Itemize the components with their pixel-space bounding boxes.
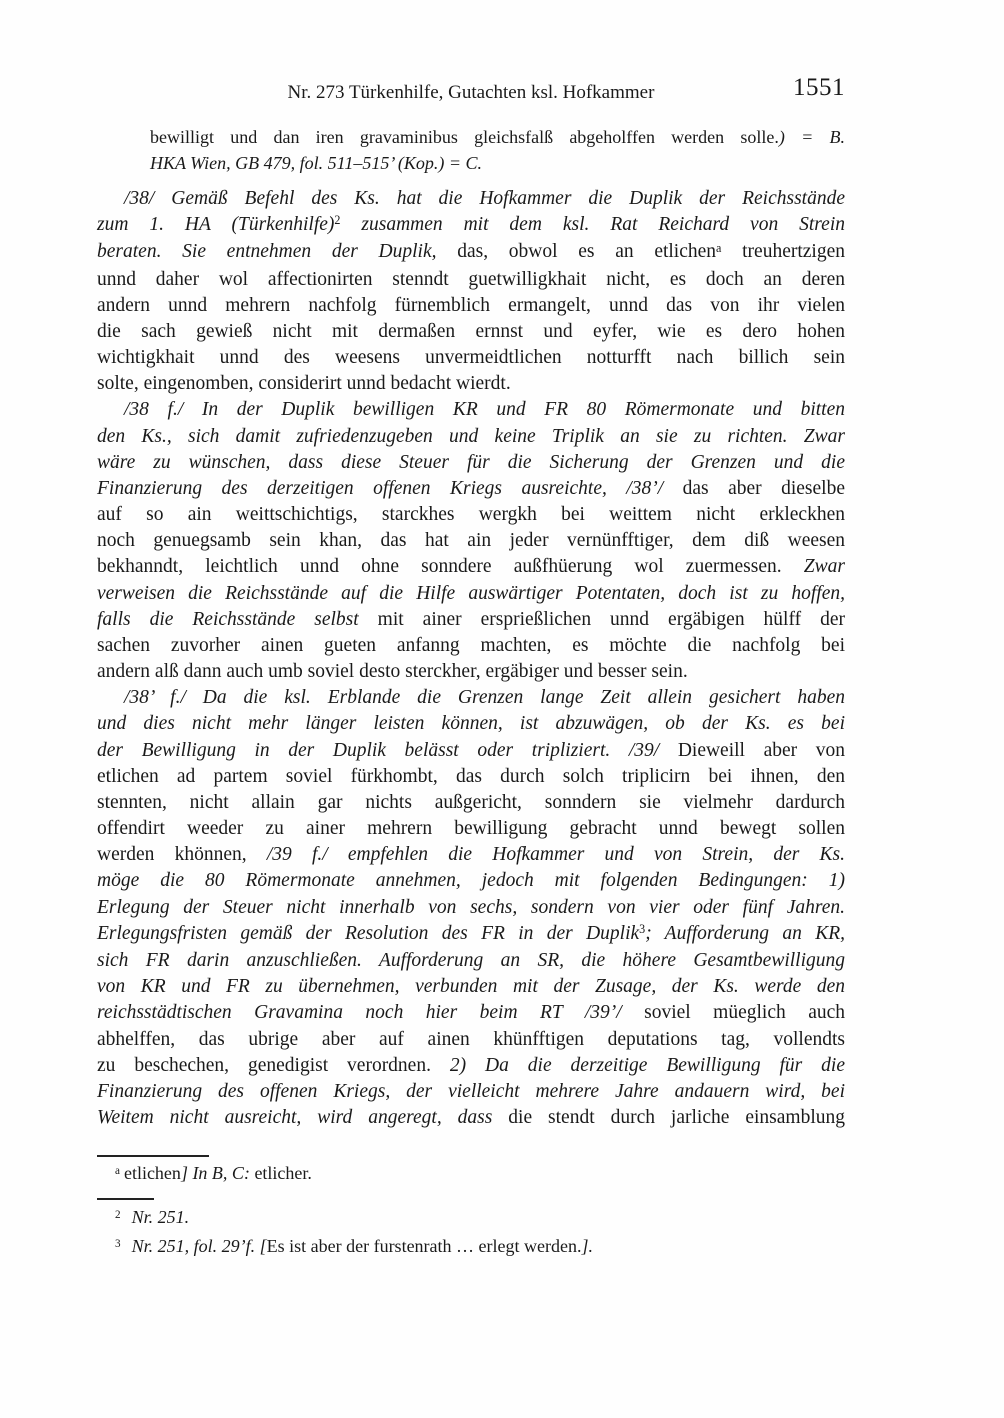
- running-head-title: Nr. 273 Türkenhilfe, Gutachten ksl. Hofkammer: [287, 82, 655, 103]
- text-segment: den Ks., sich damit zufriedenzugeben und keine Triplik an sie zu richten. Zwar: [97, 425, 845, 447]
- text-line: [97, 212, 845, 239]
- body-text: [97, 186, 845, 1131]
- text-line: [97, 450, 845, 476]
- text-segment: zu beschechen, genedigist verordnen.: [97, 1054, 450, 1076]
- text-segment: Erlegungsfristen gemäß der Resolution des FR in der Duplik: [97, 922, 640, 944]
- text-line: [97, 345, 845, 371]
- text-segment: wäre zu wünschen, dass diese Steuer für die Sicherung der Grenzen und die: [97, 451, 845, 473]
- superscript-ref: a: [115, 1164, 120, 1177]
- text-segment: reichsstädtischen Gravamina noch hier beim RT /39’/: [97, 1002, 645, 1024]
- text-segment: bewilligt und dan iren gravaminibus gleichsfalß abgeholffen werden solle.: [150, 127, 779, 147]
- text-segment: unnd daher wol affectionirten stenndt guetwilligkhait nicht, es doch an deren: [97, 268, 845, 290]
- text-segment: soviel müeglich auch: [644, 1002, 846, 1024]
- text-segment: 2) Da die derzeitige Bewilligung für die: [449, 1054, 846, 1076]
- text-segment: der Bewilligung in der Duplik belässt oder tripliziert. /39/: [97, 739, 678, 761]
- text-line: [97, 607, 845, 633]
- text-segment: treuhertzigen: [721, 241, 845, 263]
- text-segment: ].: [581, 1236, 594, 1257]
- text-segment: ; Aufforderung an KR,: [645, 922, 846, 944]
- text-segment: Zwar: [803, 556, 845, 578]
- text-line: [97, 239, 845, 266]
- running-head: [97, 74, 845, 106]
- text-line: [97, 581, 845, 607]
- text-line: [97, 267, 845, 293]
- text-segment: /38/ Gemäß Befehl des Ks. hat die Hofkammer die Duplik der Reichsstände: [124, 188, 845, 209]
- text-segment: Finanzierung des offenen Kriegs, der vielleicht mehrere Jahre andauern wird, bei: [97, 1080, 845, 1102]
- text-segment: das aber dieselbe: [682, 477, 845, 499]
- text-segment: beraten. Sie entnehmen der Duplik,: [97, 241, 458, 263]
- text-segment: zusammen mit dem ksl. Rat Reichard von Strein: [340, 214, 845, 236]
- text-segment: ) = B.: [778, 127, 845, 147]
- text-line: [97, 1079, 845, 1105]
- text-segment: /39 f./ empfehlen die Hofkammer und von Strein, der Ks.: [266, 844, 845, 866]
- text-segment: Dieweill aber von: [677, 739, 845, 761]
- text-line: [97, 790, 845, 816]
- text-segment: möge die 80 Römermonate annehmen, jedoch mit folgenden Bedingungen: 1): [97, 870, 845, 892]
- text-segment: falls die Reichsstände selbst: [97, 608, 378, 630]
- text-segment: wichtigkhait unnd des weesens unvermeidtlichen notturfft nach billich sein: [97, 347, 845, 369]
- text-line: [97, 895, 845, 921]
- text-line: [150, 150, 845, 176]
- paragraph-1: [97, 186, 845, 397]
- superscript-ref: a: [716, 240, 722, 255]
- text-line: [97, 633, 845, 659]
- page-number: 1551: [793, 74, 845, 101]
- text-segment: offendirt weeder zu ainer mehrern bewilligung gebracht unnd bewegt sollen: [97, 818, 845, 840]
- text-line: [97, 738, 845, 764]
- text-segment: Erlegung der Steuer nicht innerhalb von sechs, sondern von vier oder fünf Jahren.: [97, 896, 845, 918]
- text-line: [97, 319, 845, 345]
- text-segment: /38 f./ In der Duplik bewilligen KR und FR 80 Römermonate und bitten: [124, 399, 845, 421]
- text-segment: sachen zuvorher ainen gueten anfanng machten, es möchte die nachfolg bei: [97, 634, 845, 656]
- text-segment: sich FR darin anzuschließen. Aufforderung an SR, die höhere Gesamtbewilligung: [97, 949, 845, 971]
- text-line: [97, 1053, 845, 1079]
- superscript-ref: 2: [115, 1208, 121, 1221]
- text-line: [97, 974, 845, 1000]
- text-line: [97, 948, 845, 974]
- text-segment: und dies nicht mehr länger leisten können, ist abzuwägen, ob der Ks. es bei: [97, 713, 845, 735]
- text-line: [97, 528, 845, 554]
- notes-separator-rule: [97, 1198, 154, 1200]
- text-line: [115, 1233, 845, 1262]
- text-line: [150, 124, 845, 150]
- text-segment: stennten, nicht allain gar nichts außgericht, sonndern sie vielmehr dardurch: [97, 791, 845, 813]
- text-segment: von KR und FR zu übernehmen, verbunden mit der Zusage, der Ks. werde den: [97, 976, 845, 998]
- text-segment: solte, eingenomben, considerirt unnd bedacht wierdt.: [97, 373, 511, 395]
- text-segment: etlichen: [123, 1163, 181, 1183]
- text-line: [97, 371, 845, 397]
- text-line: [115, 1204, 845, 1233]
- text-segment: die stendt durch jarliche einsamblung: [508, 1107, 845, 1129]
- text-line: [97, 816, 845, 842]
- text-line: [97, 921, 845, 948]
- superscript-ref: 3: [115, 1238, 121, 1251]
- text-segment: auf so ain weittschichtigs, starckhes wergkh bei weittem nicht erkleckhen: [97, 504, 845, 526]
- paragraph-3: [97, 685, 845, 1131]
- text-segment: Es ist aber der furstenrath … erlegt werden.: [266, 1236, 582, 1257]
- text-line: [97, 1000, 845, 1026]
- text-line: [97, 397, 845, 423]
- text-segment: noch genuegsamb sein khan, das hat ain jeder vernünfftiger, dem diß weesen: [97, 530, 845, 552]
- text-line: [97, 186, 845, 212]
- text-line: [97, 868, 845, 894]
- text-line: [97, 711, 845, 737]
- text-line: [97, 842, 845, 868]
- superscript-ref: 2: [334, 213, 341, 228]
- text-segment: bekhanndt, leichtlich unnd ohne sonndere außfhüerung wol zuermessen.: [97, 556, 804, 578]
- text-line: [115, 1160, 845, 1189]
- footnote-apparatus: [97, 1160, 845, 1189]
- text-line: [97, 1105, 845, 1131]
- apparatus-separator-rule: [97, 1155, 209, 1157]
- text-segment: verweisen die Reichsstände auf die Hilfe auswärtiger Potentaten, doch ist zu hoffen,: [97, 582, 845, 604]
- text-line: [97, 1027, 845, 1053]
- text-segment: etlicher.: [249, 1163, 312, 1183]
- text-line: [97, 293, 845, 319]
- text-line: [97, 685, 845, 711]
- text-segment: abhelffen, das ubrige aber auf ainen khünfftigen deputations tag, vollendts: [97, 1028, 845, 1050]
- text-segment: andern unnd mehrern nachfolg fürnemblich ermangelt, unnd das von ihr vielen: [97, 294, 845, 316]
- text-segment: werden khönnen,: [97, 844, 267, 866]
- text-segment: etlichen ad partem soviel fürkhombt, das durch solch triplicirn bei ihnen, den: [97, 765, 845, 787]
- text-line: [97, 554, 845, 580]
- paragraph-2: [97, 397, 845, 685]
- text-segment: Nr. 251.: [131, 1207, 190, 1227]
- superscript-ref: 3: [639, 922, 646, 937]
- source-note: [150, 124, 845, 176]
- text-line: [97, 764, 845, 790]
- text-segment: zum 1. HA (Türkenhilfe): [97, 214, 335, 236]
- footnote-notes: [97, 1204, 845, 1263]
- text-segment: /38’ f./ Da die ksl. Erblande die Grenzen lange Zeit allein gesichert haben: [124, 687, 845, 709]
- text-segment: Finanzierung des derzeitigen offenen Kriegs ausreichte, /38’/: [97, 477, 683, 499]
- text-segment: mit ainer ersprießlichen unnd ergäbigen hülff der: [377, 608, 845, 630]
- text-line: [97, 659, 845, 685]
- text-segment: das, obwol es an etlichen: [457, 241, 717, 263]
- text-line: [97, 502, 845, 528]
- text-segment: Nr. 251, fol. 29’f. [: [131, 1236, 267, 1257]
- text-segment: Weitem nicht ausreicht, wird angeregt, dass: [97, 1107, 509, 1129]
- text-line: [97, 424, 845, 450]
- text-segment: ] In B, C:: [180, 1163, 250, 1183]
- text-segment: andern alß dann auch umb soviel desto sterckher, ergäbiger und besser sein.: [97, 661, 688, 683]
- text-segment: die sach gewieß nicht mit dermaßen ernnst und eyfer, wie es dero hohen: [97, 320, 845, 342]
- text-segment: HKA Wien, GB 479, fol. 511–515’ (Kop.) = C.: [150, 153, 482, 173]
- text-line: [97, 476, 845, 502]
